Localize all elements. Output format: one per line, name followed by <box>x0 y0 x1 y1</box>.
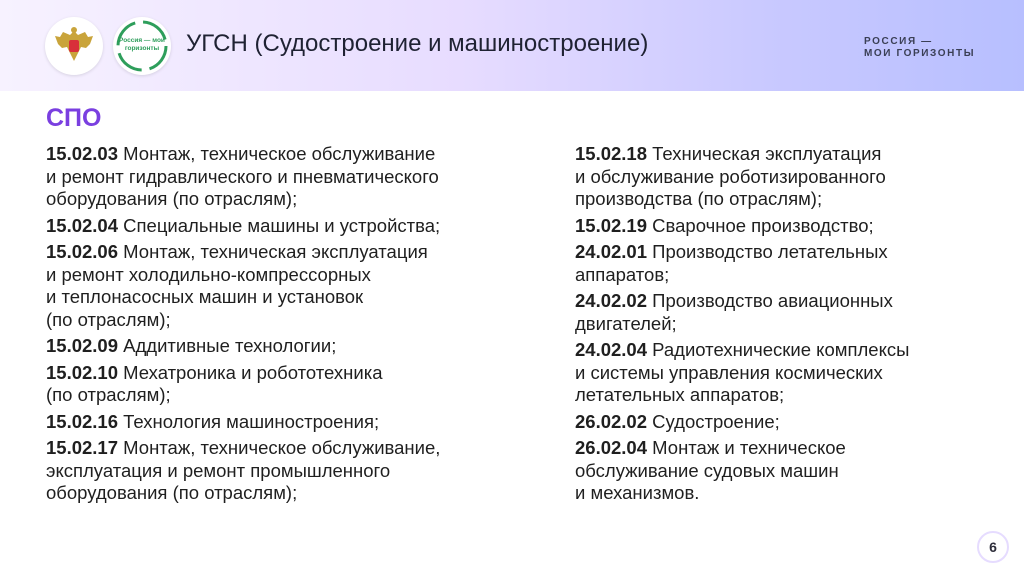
program-title-text: и системы управления космических <box>575 361 883 383</box>
program-line <box>46 309 546 332</box>
program-line <box>575 241 1005 264</box>
program-line <box>46 215 546 238</box>
program-title-text: и теплонасосных машин и установок <box>46 286 364 307</box>
program-title-text: оборудования (по отраслям); <box>46 188 298 209</box>
program-title-text: Сварочное производство; <box>652 214 874 236</box>
program-line <box>575 339 1005 362</box>
program-line <box>46 411 546 434</box>
program-code: 26.02.04 <box>575 437 648 458</box>
program-title-text: и ремонт холодильно-компрессорных <box>46 263 371 285</box>
page-number-badge: 6 <box>977 531 1009 563</box>
program-code: 15.02.10 <box>46 361 119 383</box>
program-title-text: Монтаж, техническое обслуживание <box>123 143 436 164</box>
program-entry <box>46 362 546 407</box>
program-title-text: оборудования (по отраслям); <box>46 482 298 503</box>
brand-line-1: РОССИЯ — <box>864 36 933 47</box>
program-title-text: Специальные машины и устройства; <box>123 214 441 236</box>
program-entry <box>575 339 1005 407</box>
program-entry <box>46 437 546 505</box>
program-entry <box>575 290 1005 335</box>
program-entry <box>575 143 1005 211</box>
program-line <box>46 166 546 189</box>
program-entry <box>575 411 1005 434</box>
program-line <box>46 460 546 483</box>
program-title-text: (по отраслям); <box>46 384 171 405</box>
program-title-text: Техническая эксплуатация <box>652 143 882 164</box>
header-banner <box>0 0 1024 91</box>
program-code: 15.02.16 <box>46 410 119 432</box>
program-code: 15.02.18 <box>575 143 648 164</box>
program-line <box>46 437 546 460</box>
brand-line-2: МОИ ГОРИЗОНТЫ <box>864 48 976 59</box>
right-column <box>575 143 1005 509</box>
program-entry <box>575 241 1005 286</box>
program-line <box>575 460 1005 483</box>
program-code: 15.02.09 <box>46 335 119 356</box>
program-line <box>575 437 1005 460</box>
section-heading: СПО <box>46 104 102 132</box>
left-column <box>46 143 546 509</box>
program-entry <box>575 437 1005 505</box>
program-title-text: двигателей; <box>575 312 677 334</box>
program-entry <box>46 335 546 358</box>
program-code: 24.02.02 <box>575 290 648 311</box>
program-line <box>575 264 1005 287</box>
program-title-text: Радиотехнические комплексы <box>652 339 910 360</box>
program-code: 15.02.06 <box>46 241 119 262</box>
logo-text: Россия — мои горизонты <box>119 37 165 52</box>
program-title-text: Технология машиностроения; <box>123 410 380 432</box>
program-line <box>46 286 546 309</box>
program-line <box>46 362 546 385</box>
brand-label <box>864 36 975 60</box>
russia-my-horizons-logo <box>113 17 171 75</box>
program-title-text: и ремонт гидравлического и пневматического <box>46 165 439 187</box>
program-code: 15.02.17 <box>46 437 119 458</box>
program-title-text: Производство авиационных <box>652 290 893 311</box>
program-line <box>575 143 1005 166</box>
program-line <box>575 290 1005 313</box>
program-title-text: Монтаж и техническое <box>652 437 846 458</box>
program-title-text: и механизмов. <box>575 482 700 503</box>
program-line <box>46 482 546 505</box>
program-line <box>46 384 546 407</box>
program-line <box>46 143 546 166</box>
program-title-text: производства (по отраслям); <box>575 188 823 209</box>
program-line <box>575 362 1005 385</box>
program-line <box>575 411 1005 434</box>
program-line <box>46 335 546 358</box>
program-line <box>575 384 1005 407</box>
program-code: 15.02.19 <box>575 214 648 236</box>
program-entry <box>575 215 1005 238</box>
program-title-text: Мехатроника и робототехника <box>123 361 383 383</box>
ministry-emblem-logo <box>45 17 103 75</box>
program-line <box>46 264 546 287</box>
program-title-text: эксплуатация и ремонт промышленного <box>46 459 391 481</box>
program-line <box>575 166 1005 189</box>
program-code: 15.02.03 <box>46 143 119 164</box>
program-code: 15.02.04 <box>46 214 119 236</box>
program-code: 24.02.01 <box>575 241 648 262</box>
program-entry <box>46 143 546 211</box>
program-title-text: обслуживание судовых машин <box>575 459 839 481</box>
program-line <box>46 241 546 264</box>
program-entry <box>46 241 546 331</box>
program-title-text: Судостроение; <box>652 410 780 432</box>
program-title-text: летательных аппаратов; <box>575 384 785 405</box>
program-title-text: (по отраслям); <box>46 308 171 330</box>
program-title-text: Монтаж, техническая эксплуатация <box>123 241 428 262</box>
program-title-text: аппаратов; <box>575 263 670 285</box>
program-code: 26.02.02 <box>575 410 648 432</box>
program-title-text: Производство летательных <box>652 241 888 262</box>
program-title-text: Аддитивные технологии; <box>123 335 337 356</box>
program-title-text: и обслуживание роботизированного <box>575 165 886 187</box>
program-line <box>575 313 1005 336</box>
program-title-text: Монтаж, техническое обслуживание, <box>123 437 441 458</box>
program-line <box>46 188 546 211</box>
program-entry <box>46 215 546 238</box>
program-line <box>575 215 1005 238</box>
program-line <box>575 188 1005 211</box>
page-title: УГСН (Судостроение и машиностроение) <box>186 30 649 57</box>
program-code: 24.02.04 <box>575 339 648 360</box>
program-line <box>575 482 1005 505</box>
program-entry <box>46 411 546 434</box>
